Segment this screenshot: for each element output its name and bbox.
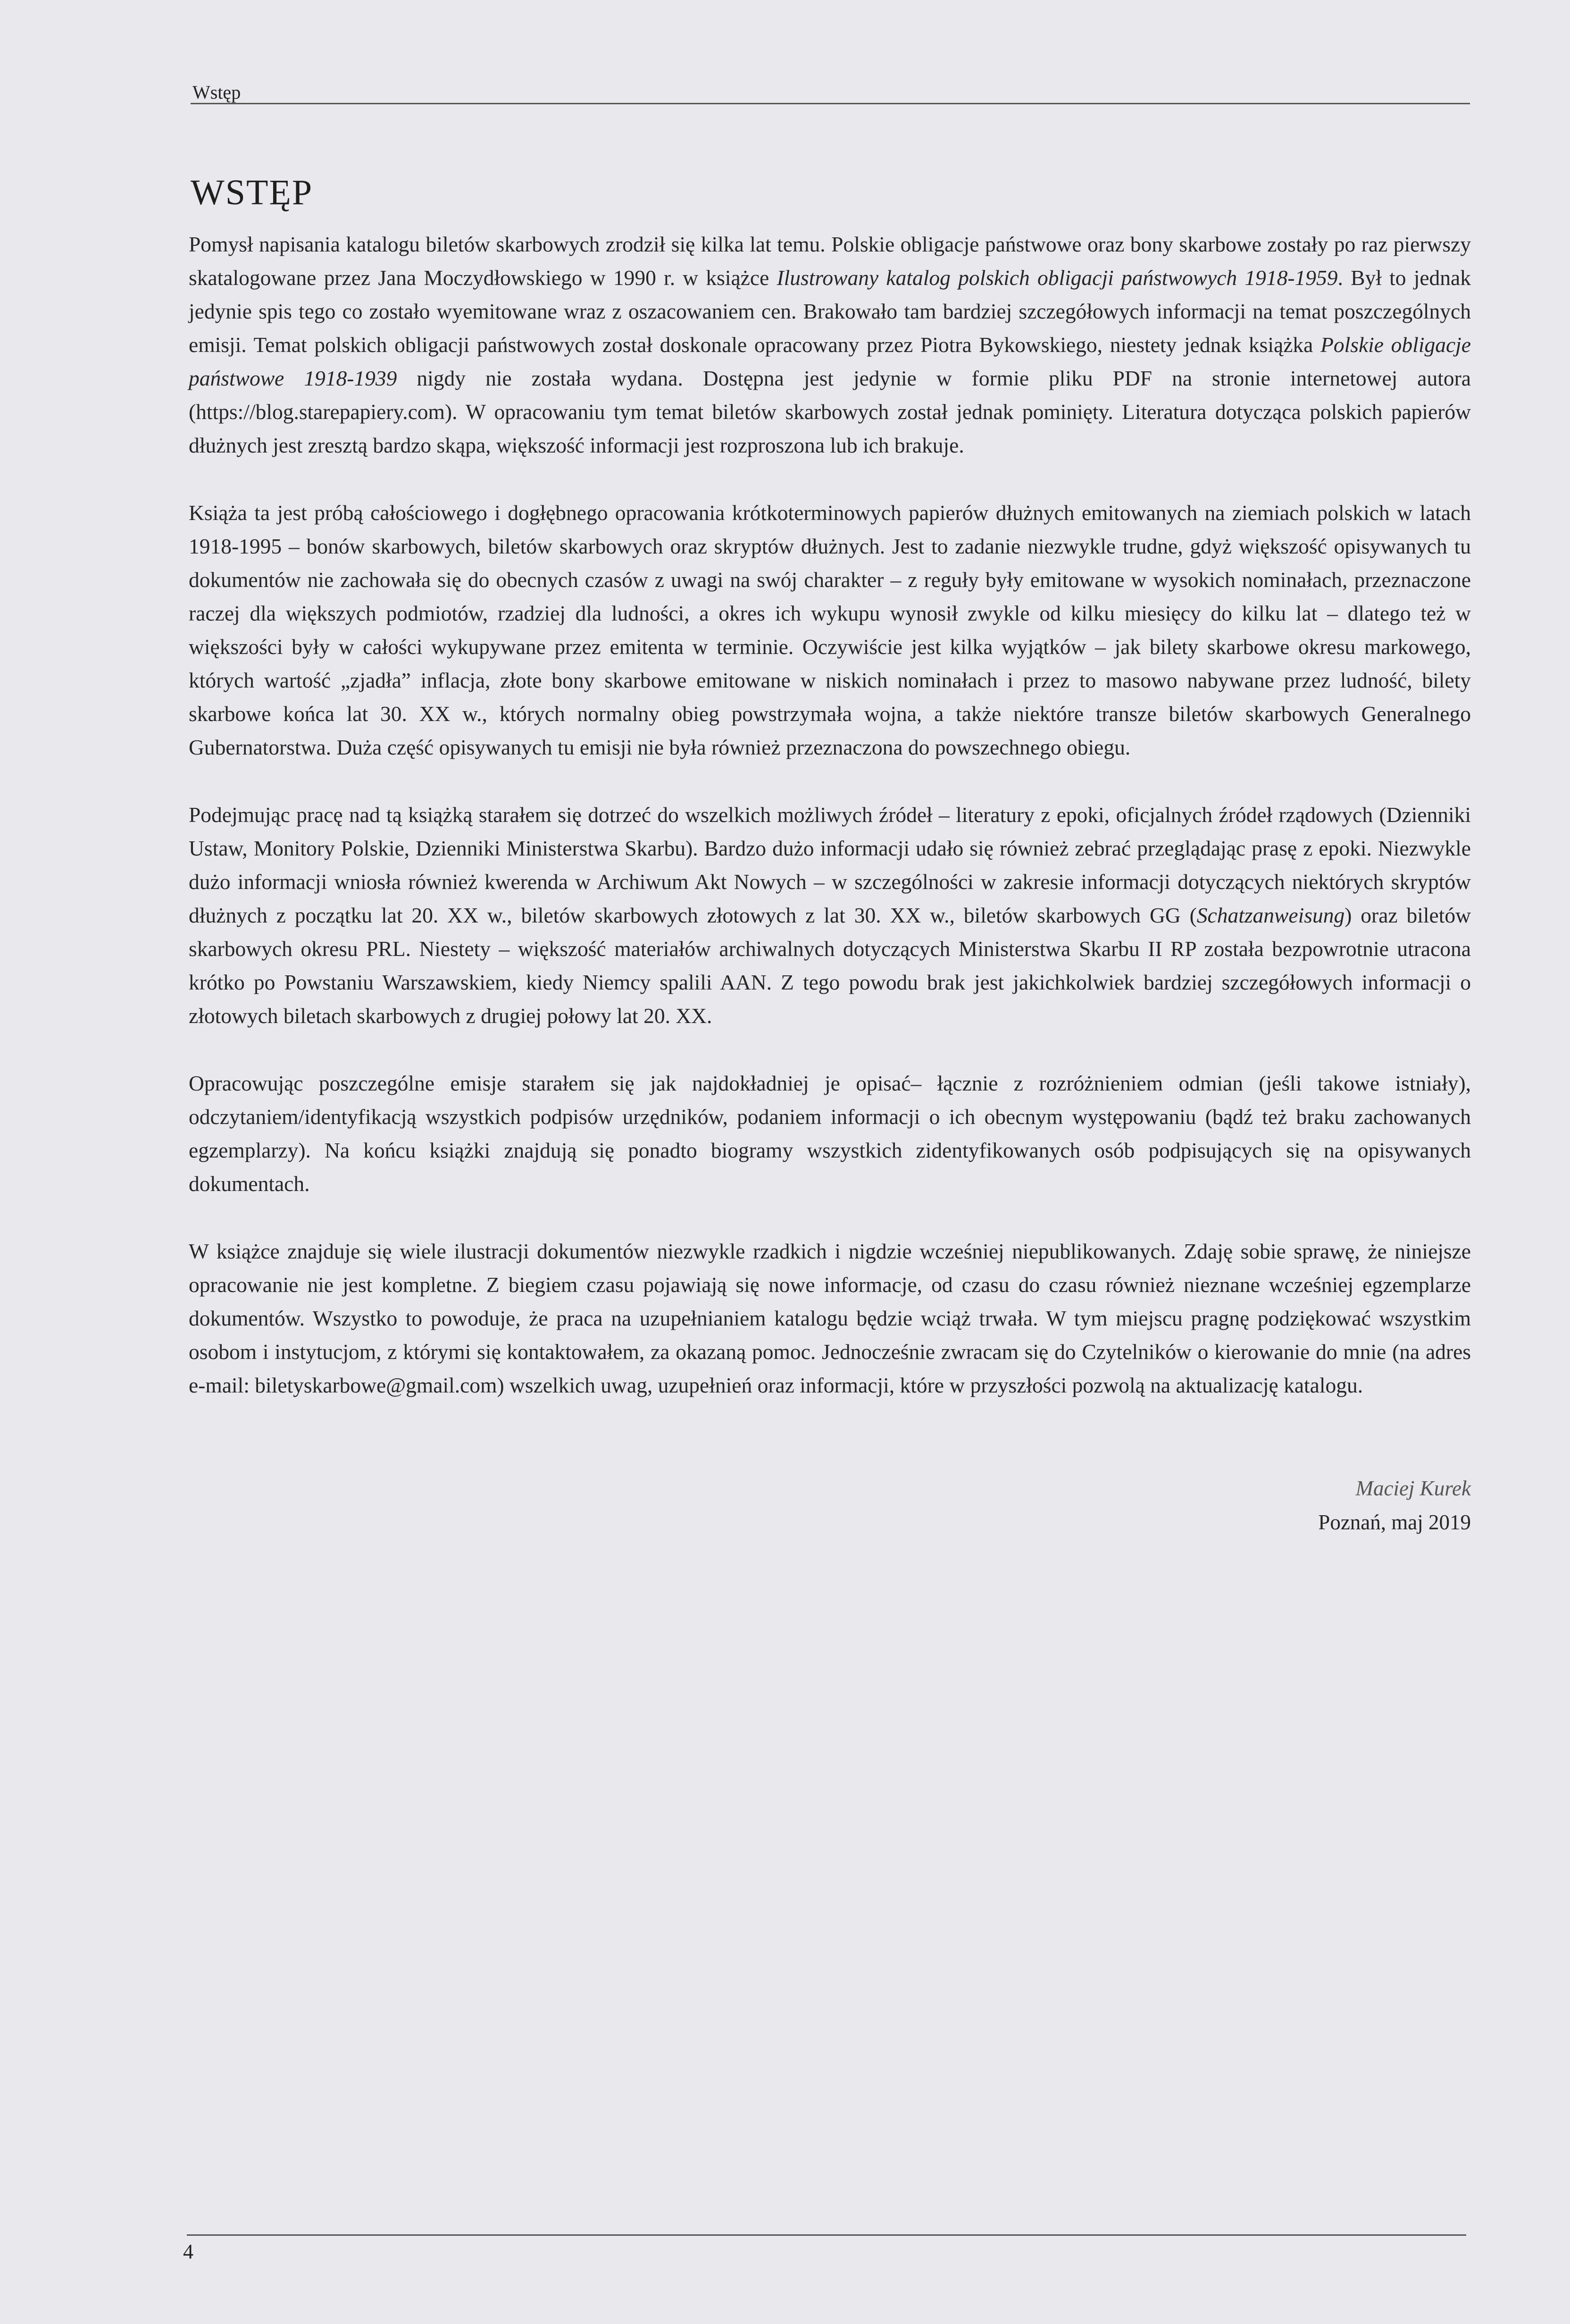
text-run: Opracowując poszczególne emisje starałem się jak najdokładniej je opisać– łącznie z rozróżnieniem odmian (jeśli takowe istniały), odczytaniem/identyfikacją wszystkich podpisów urzędników, podaniem informacji o ich obecnym występowaniu (bądź też braku zachowanych egzemplarzy). Na końcu książki znajdują się ponadto biogramy wszystkich zidentyfikowanych osób podpisujących się na opisywanych dokumentach. [189,1071,1471,1196]
paragraph-3 [189,798,1471,1032]
author-name: Maciej Kurek [1355,1477,1471,1500]
signature-block [1318,1471,1471,1539]
body-text [189,227,1471,1402]
paragraph-5 [189,1234,1471,1402]
italic-title-run: Ilustrowany katalog polskich obligacji państwowych 1918-1959 [777,266,1338,290]
paragraph-1 [189,227,1471,462]
chapter-title: WSTĘP [191,173,313,212]
italic-title-run: Schatzanweisung [1196,903,1345,927]
text-run: . Był to jednak jedynie spis tego co zostało wyemitowane wraz z oszacowaniem cen. Brakowało tam bardziej szczegółowych informacji na temat poszczególnych emisji. Temat polskich obligacji państwowych został doskonale opracowany przez Piotra Bykowskiego, niestety jednak książka [189,266,1471,357]
text-run: Podejmując pracę nad tą książką starałem się dotrzeć do wszelkich możliwych źródeł – literatury z epoki, oficjalnych źródeł rządowych (Dzienniki Ustaw, Monitory Polskie, Dzienniki Ministerstwa Skarbu). Bardzo dużo informacji udało się również zebrać przeglądając prasę z epoki. Niezwykle dużo informacji wniosła również kwerenda w Archiwum Akt Nowych – w szczególności w zakresie informacji dotyczących niektórych skryptów dłużnych z początku lat 20. XX w., biletów skarbowych złotowych z lat 30. XX w., biletów skarbowych GG ( [189,803,1471,927]
text-run: Książa ta jest próbą całościowego i dogłębnego opracowania krótkoterminowych papierów dłużnych emitowanych na ziemiach polskich w latach 1918-1995 – bonów skarbowych, biletów skarbowych oraz skryptów dłużnych. Jest to zadanie niezwykle trudne, gdyż większość opisywanych tu dokumentów nie zachowała się do obecnych czasów z uwagi na swój charakter – z reguły były emitowane w wysokich nominałach, przeznaczone raczej dla większych podmiotów, rzadziej dla ludności, a okres ich wykupu wynosił zwykle od kilku miesięcy do kilku lat – dlatego też w większości były w całości wykupywane przez emitenta w terminie. Oczywiście jest kilka wyjątków – jak bilety skarbowe okresu markowego, których wartość „zjadła” inflacja, złote bony skarbowe emitowane w niskich nominałach i przez to masowo nabywane przez ludność, bilety skarbowe końca lat 30. XX w., których normalny obieg powstrzymała wojna, a także niektóre transze biletów skarbowych Generalnego Gubernatorstwa. Duża część opisywanych tu emisji nie była również przeznaczona do powszechnego obiegu. [189,501,1471,759]
text-run: ) oraz biletów skarbowych okresu PRL. Niestety – większość materiałów archiwalnych dotyczących Ministerstwa Skarbu II RP została bezpowrotnie utracona krótko po Powstaniu Warszawskiem, kiedy Niemcy spalili AAN. Z tego powodu brak jest jakichkolwiek bardziej szczegółowych informacji o złotowych biletach skarbowych z drugiej połowy lat 20. XX. [189,903,1471,1028]
header-rule [191,103,1470,104]
text-run: W książce znajduje się wiele ilustracji dokumentów niezwykle rzadkich i nigdzie wcześniej niepublikowanych. Zdaję sobie sprawę, że niniejsze opracowanie nie jest kompletne. Z biegiem czasu pojawiają się nowe informacje, od czasu do czasu również nieznane wcześniej egzemplarze dokumentów. Wszystko to powoduje, że praca na uzupełnianiem katalogu będzie wciąż trwała. W tym miejscu pragnę podziękować wszystkim osobom i instytucjom, z którymi się kontaktowałem, za okazaną pomoc. Jednocześnie zwracam się do Czytelników o kierowanie do mnie (na adres e-mail: biletyskarbowe@gmail.com) wszelkich uwag, uzupełnień oraz informacji, które w przyszłości pozwolą na aktualizację katalogu. [189,1239,1471,1397]
italic-title-run: Polskie obligacje państwowe 1918-1939 [189,333,1471,390]
paragraph-2 [189,496,1471,764]
place-date: Poznań, maj 2019 [1318,1510,1471,1534]
footer-rule [187,2234,1466,2236]
text-run: nigdy nie została wydana. Dostępna jest jedynie w formie pliku PDF na stronie internetowej autora (https://blog.starepapiery.com). W opracowaniu tym temat biletów skarbowych został jednak pominięty. Literatura dotycząca polskich papierów dłużnych jest zresztą bardzo skąpa, większość informacji jest rozproszona lub ich brakuje. [189,366,1471,457]
text-run: Pomysł napisania katalogu biletów skarbowych zrodził się kilka lat temu. Polskie obligacje państwowe oraz bony skarbowe zostały po raz pierwszy skatalogowane przez Jana Moczydłowskiego w 1990 r. w książce [189,232,1471,290]
running-header: Wstęp [192,82,241,103]
page-number: 4 [183,2240,193,2263]
paragraph-4 [189,1066,1471,1200]
